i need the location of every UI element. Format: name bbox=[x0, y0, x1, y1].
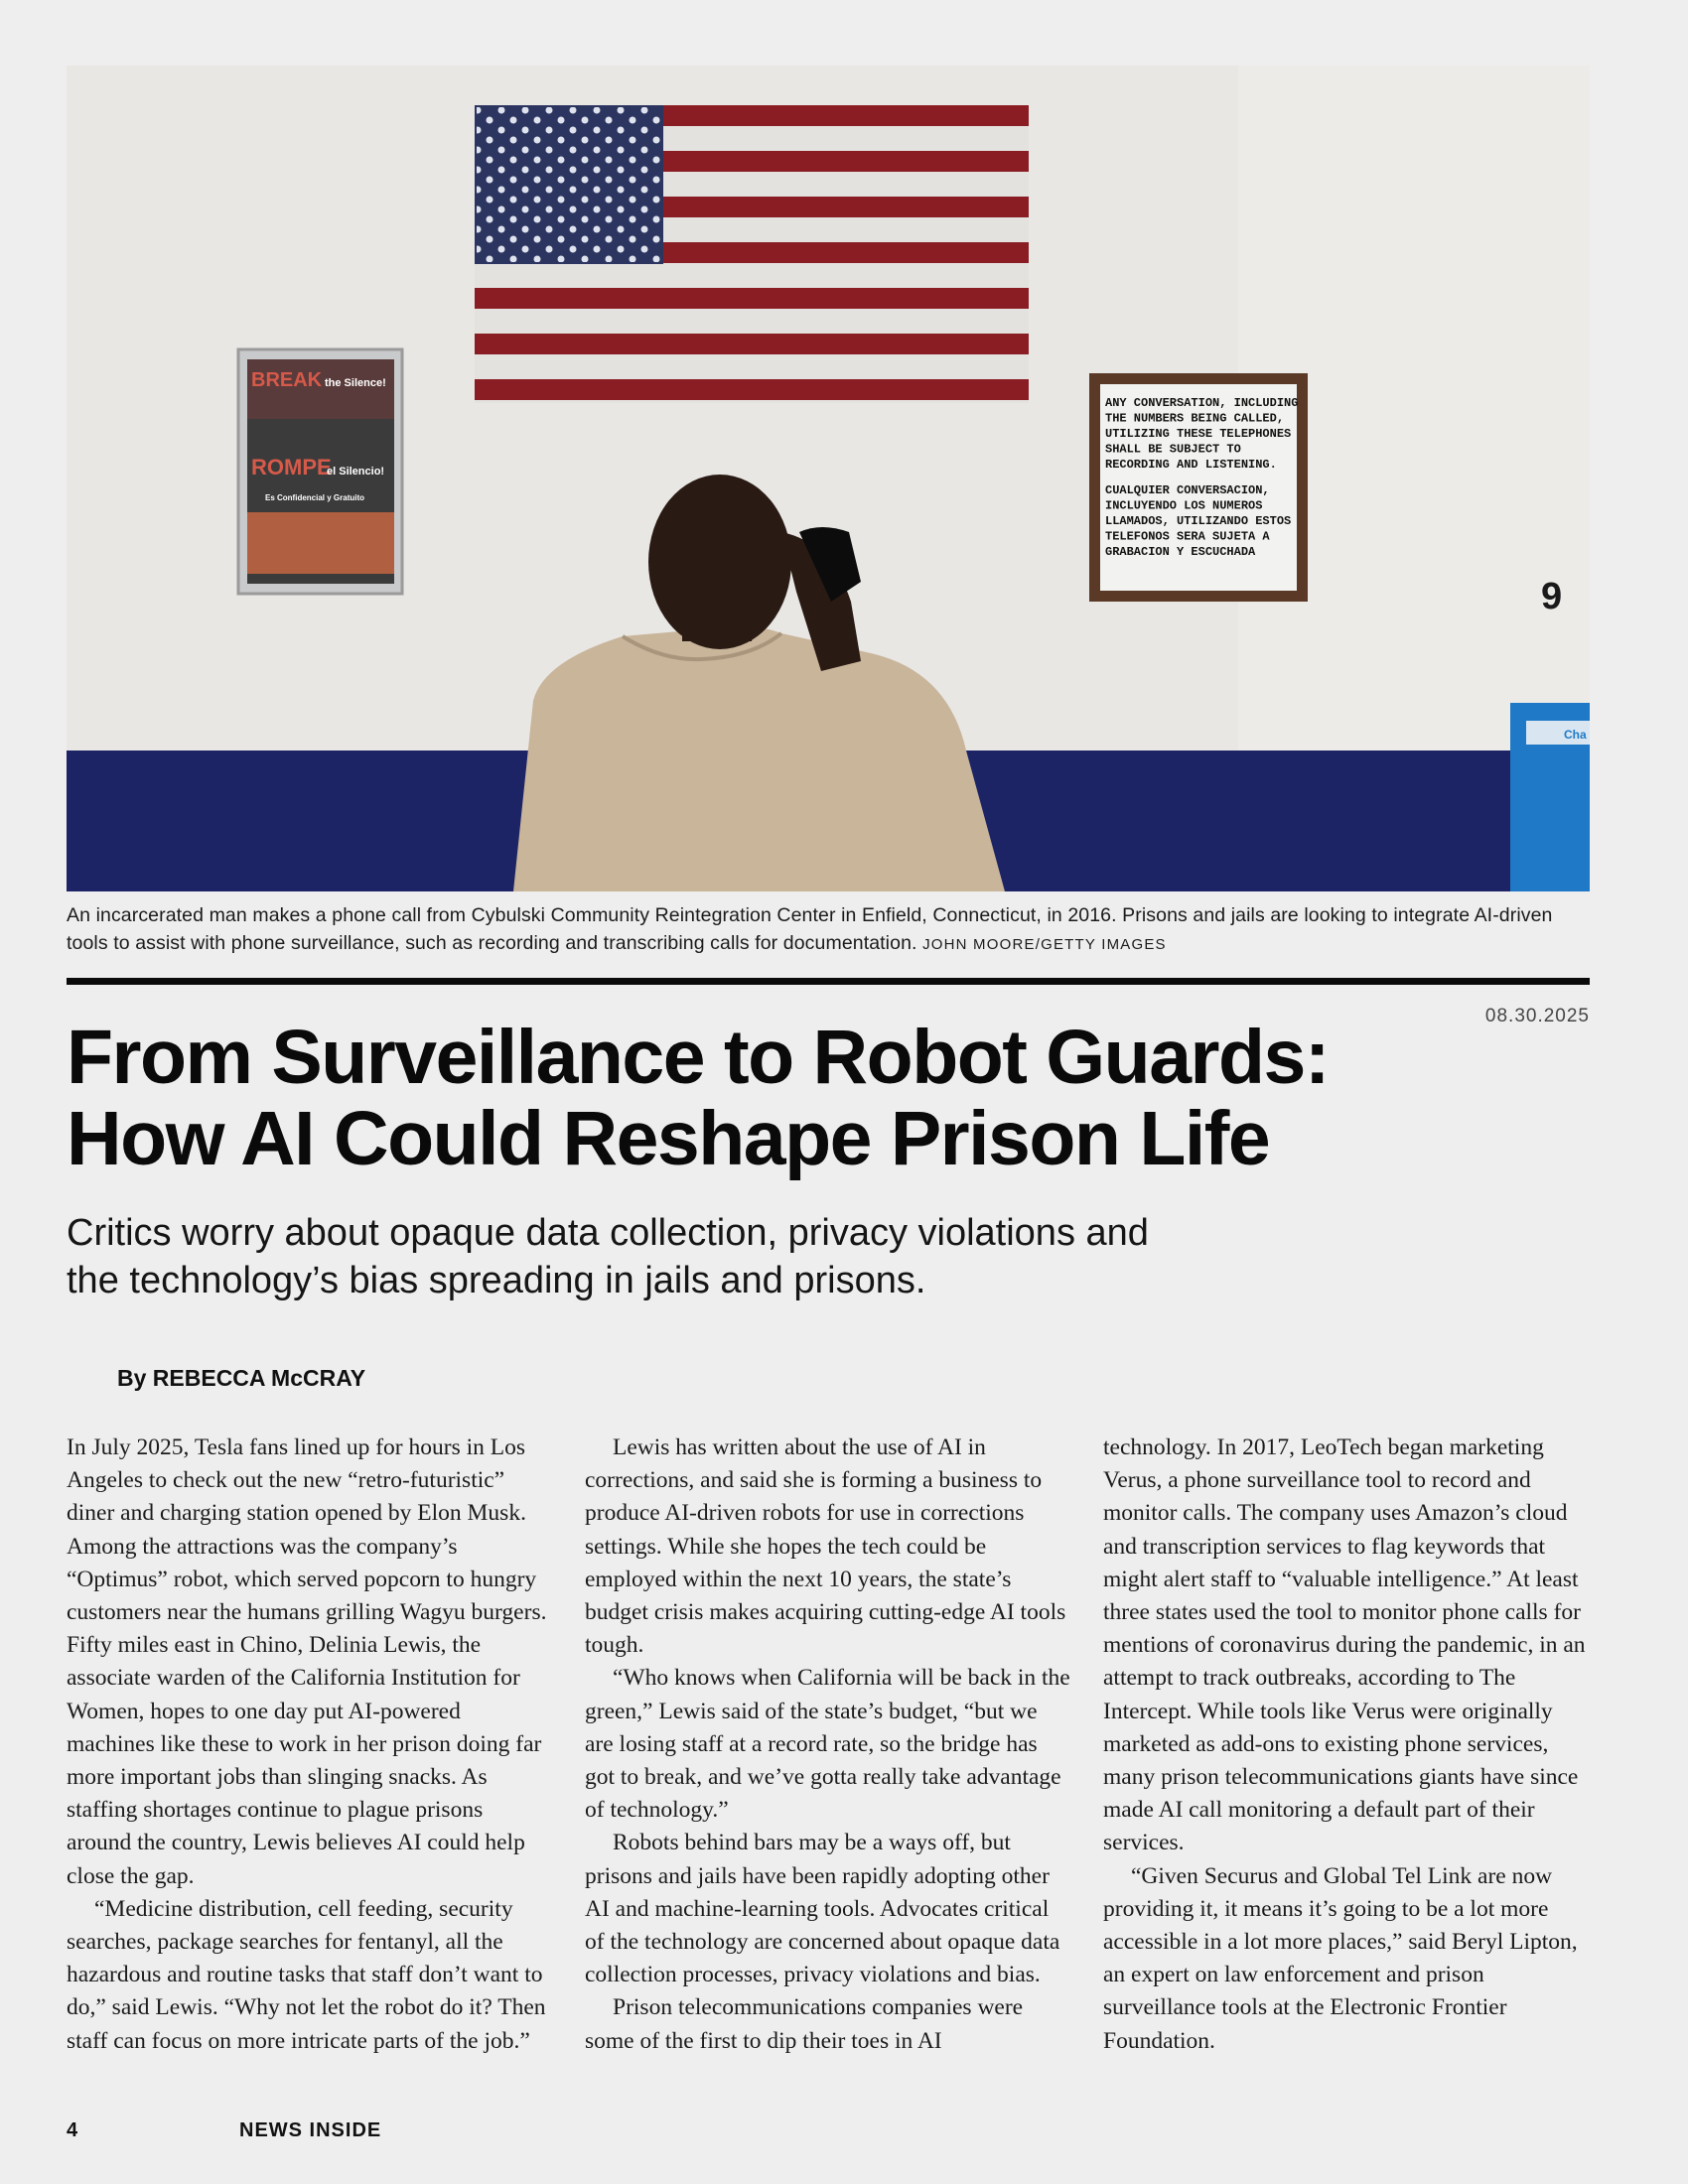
paragraph: “Given Securus and Global Tel Link are now providing it, it means it’s going to be a lot more accessible in a lot more places,” said Beryl Lipton, an expert on law enforcement and prison surveillance tools at the Electronic Frontier Foundation. bbox=[1103, 1862, 1578, 2054]
sign-line: RECORDING AND LISTENING. bbox=[1105, 458, 1277, 472]
photo-caption bbox=[67, 901, 1590, 959]
photo-credit: JOHN MOORE/GETTY IMAGES bbox=[922, 936, 1167, 953]
headline-line-2: How AI Could Reshape Prison Life bbox=[67, 1096, 1270, 1181]
sign-line: TELEFONOS SERA SUJETA A bbox=[1105, 529, 1270, 544]
page-number: 4 bbox=[67, 2119, 78, 2141]
sign-line: CUALQUIER CONVERSACION, bbox=[1105, 483, 1270, 497]
break-the-silence-poster bbox=[238, 349, 402, 594]
section-name: NEWS INSIDE bbox=[239, 2119, 382, 2141]
publish-date: 08.30.2025 bbox=[1484, 1006, 1590, 1026]
byline: By REBECCA McCRAY bbox=[117, 1365, 366, 1391]
headline bbox=[67, 1017, 1457, 1179]
payphone-box bbox=[1510, 703, 1590, 891]
sign-line: UTILIZING THESE TELEPHONES bbox=[1105, 427, 1292, 441]
column-3 bbox=[1103, 1432, 1590, 2058]
recording-warning-sign bbox=[1089, 373, 1308, 602]
sign-line: INCLUYENDO LOS NUMEROS bbox=[1105, 498, 1263, 513]
divider-rule bbox=[67, 978, 1590, 985]
svg-text:el Silencio!: el Silencio! bbox=[327, 466, 385, 478]
sign-line: ANY CONVERSATION, INCLUDING bbox=[1105, 396, 1299, 410]
article-body bbox=[67, 1432, 1590, 2097]
sign-line: THE NUMBERS BEING CALLED, bbox=[1105, 411, 1285, 426]
paragraph: In July 2025, Tesla fans lined up for hours in Los Angeles to check out the new “retro-futuristic” diner and charging station opened by Elon Musk. Among the attractions was the company’s “Optimus” robot, which served popcorn to hungry customers near the humans grilling Wagyu burgers. Fifty miles east in Chino, Delinia Lewis, the associate warden of the California Institution for Women, hopes to one day put AI-powered machines like these to work in her prison doing far more important jobs than slinging snacks. As staffing shortages continue to plague prisons around the country, Lewis believes AI could help close the gap. bbox=[67, 1434, 547, 1889]
subheadline-line-1: Critics worry about opaque data collection, privacy violations and bbox=[67, 1212, 1149, 1254]
paragraph: Prison telecommunications companies were some of the first to dip their toes in AI bbox=[585, 1994, 1024, 2054]
paragraph: technology. In 2017, LeoTech began marketing Verus, a phone surveillance tool to record and monitor calls. The company uses Amazon’s cloud and transcription services to flag keywords that might alert staff to “valuable intelligence.” At least three states used the tool to monitor phone calls for mentions of coronavirus during the pandemic, in an attempt to track outbreaks, according to The Intercept. While tools like Verus were originally marketed as add-ons to existing phone services, many prison telecommunications giants have since made AI call monitoring a default part of their services. bbox=[1103, 1434, 1586, 1856]
article-photo bbox=[67, 66, 1590, 891]
sign-line: SHALL BE SUBJECT TO bbox=[1105, 442, 1241, 457]
sign-line: LLAMADOS, UTILIZANDO ESTOS bbox=[1105, 514, 1292, 528]
paragraph: “Medicine distribution, cell feeding, security searches, package searches for fentanyl, all the hazardous and routine tasks that staff don’t want to do,” said Lewis. “Why not let the robot do it? Then staff can focus on more intricate parts of the job.” bbox=[67, 1895, 546, 2054]
paragraph: Robots behind bars may be a ways off, but prisons and jails have been rapidly adopting other AI and machine-learning tools. Advocates critical of the technology are concerned about opaque data collection processes, privacy violations and bias. bbox=[585, 1830, 1060, 1988]
photo-illustration bbox=[67, 66, 1590, 891]
subheadline bbox=[67, 1209, 1357, 1304]
paragraph: “Who knows when California will be back in the green,” Lewis said of the state’s budget, “but we are losing staff at a record rate, so the bridge has got to break, and we’ve gotta really take advantage of technology.” bbox=[585, 1665, 1070, 1824]
svg-text:BREAK: BREAK bbox=[251, 369, 323, 391]
column-1 bbox=[67, 1432, 553, 2058]
sign-line: GRABACION Y ESCUCHADA bbox=[1105, 545, 1256, 559]
caption-text: An incarcerated man makes a phone call from Cybulski Community Reintegration Center in Enfield, Connecticut, in 2016. Prisons and jails are looking to integrate AI-driven tools to assist with phone surveillance, such as recording and transcribing calls for documentation. bbox=[67, 904, 1553, 954]
svg-text:Cha: Cha bbox=[1564, 728, 1587, 742]
paragraph: Lewis has written about the use of AI in corrections, and said she is forming a business to produce AI-driven robots for use in corrections settings. While she hopes the tech could be employed within the next 10 years, the state’s budget crisis makes acquiring cutting-edge AI tools tough. bbox=[585, 1434, 1066, 1659]
column-2 bbox=[585, 1432, 1071, 2058]
booth-number: 9 bbox=[1541, 576, 1563, 617]
subheadline-line-2: the technology’s bias spreading in jails and prisons. bbox=[67, 1260, 926, 1301]
american-flag bbox=[475, 105, 1029, 403]
svg-text:Es Confidencial y Gratuito: Es Confidencial y Gratuito bbox=[265, 493, 365, 502]
svg-text:ROMPE: ROMPE bbox=[251, 455, 332, 479]
svg-text:the Silence!: the Silence! bbox=[325, 377, 386, 389]
headline-line-1: From Surveillance to Robot Guards: bbox=[67, 1015, 1330, 1100]
